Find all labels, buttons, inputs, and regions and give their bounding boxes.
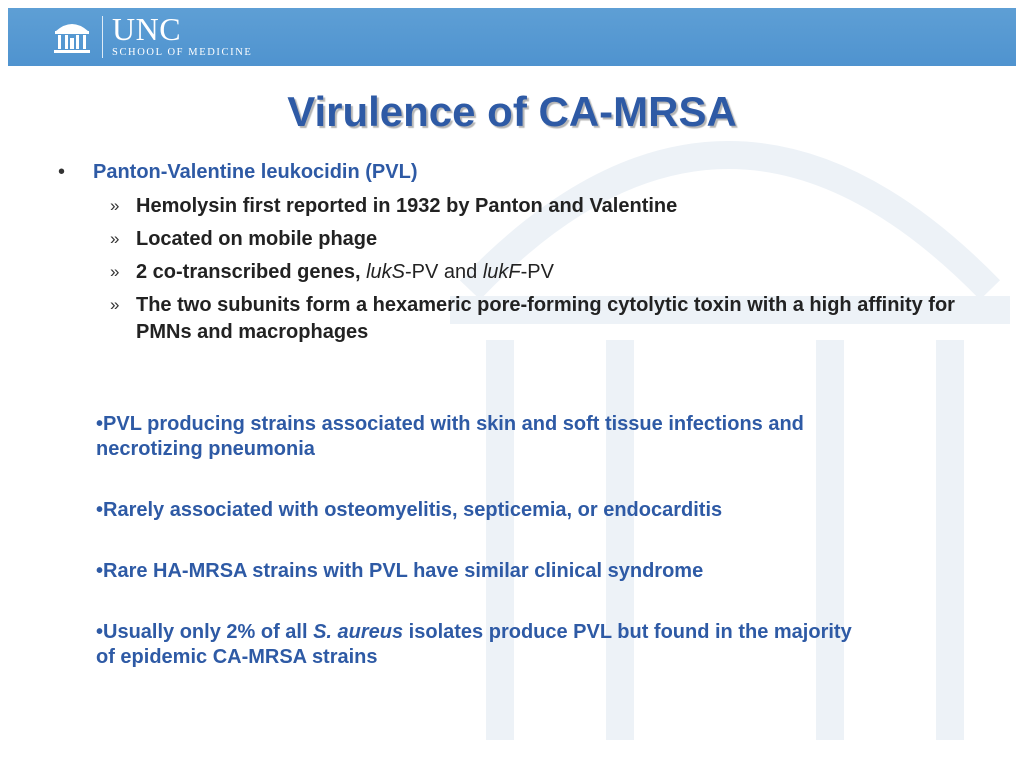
bullet-marker: • (96, 621, 104, 643)
bullet-marker: • (96, 413, 104, 435)
gene-name-1: lukS (366, 261, 405, 283)
gene-suffix-1: -PV (404, 261, 439, 283)
school-name: SCHOOL OF MEDICINE (112, 47, 253, 58)
sub-bullet-marker: » (110, 262, 120, 281)
sub-bullet (110, 259, 990, 286)
finding-prefix: Usually only 2% of all (103, 621, 314, 643)
slide-title: Virulence of CA-MRSA (287, 88, 737, 135)
gene-name-2: lukF (482, 261, 521, 283)
sub-bullet-middle: and (438, 261, 483, 283)
finding-text: Rarely associated with osteomyelitis, septicemia, or endocarditis (103, 499, 723, 521)
finding-text: PVL producing strains associated with skin and soft tissue infections and necrotizing pneumonia (96, 413, 804, 460)
sub-bullet-marker: » (110, 196, 120, 215)
finding-item (96, 412, 856, 462)
gene-suffix-2: -PV (520, 261, 554, 283)
sub-bullet-marker: » (110, 229, 120, 248)
sub-bullet-text: The two subunits form a hexameric pore-forming cytolytic toxin with a high affinity for PMNs and macrophages (136, 294, 955, 343)
sub-bullet-marker: » (110, 295, 120, 314)
finding-item (96, 559, 856, 584)
sub-bullet-text: Located on mobile phage (136, 228, 378, 250)
old-well-icon (52, 19, 92, 55)
bullet-marker: • (96, 499, 104, 521)
logo-divider (102, 16, 103, 58)
bullet-marker: • (58, 161, 66, 183)
sub-bullet-list (110, 193, 990, 352)
sub-bullet-text: Hemolysin first reported in 1932 by Panton and Valentine (136, 195, 678, 217)
finding-item (96, 620, 856, 670)
header-banner (8, 8, 1016, 66)
brand-name: UNC (112, 11, 182, 47)
main-bullet-text: Panton-Valentine leukocidin (PVL) (93, 161, 418, 183)
sub-bullet (110, 292, 990, 346)
sub-bullet (110, 226, 990, 253)
finding-list (96, 412, 856, 706)
finding-suffix: isolates produce PVL but found in the majority of epidemic CA-MRSA strains (96, 621, 852, 668)
sub-bullet-prefix: 2 co-transcribed genes, (136, 261, 367, 283)
sub-bullet (110, 193, 990, 220)
finding-item (96, 498, 856, 523)
bullet-marker: • (96, 560, 104, 582)
finding-text: Rare HA-MRSA strains with PVL have similar clinical syndrome (103, 560, 704, 582)
species-name: S. aureus (313, 621, 404, 643)
